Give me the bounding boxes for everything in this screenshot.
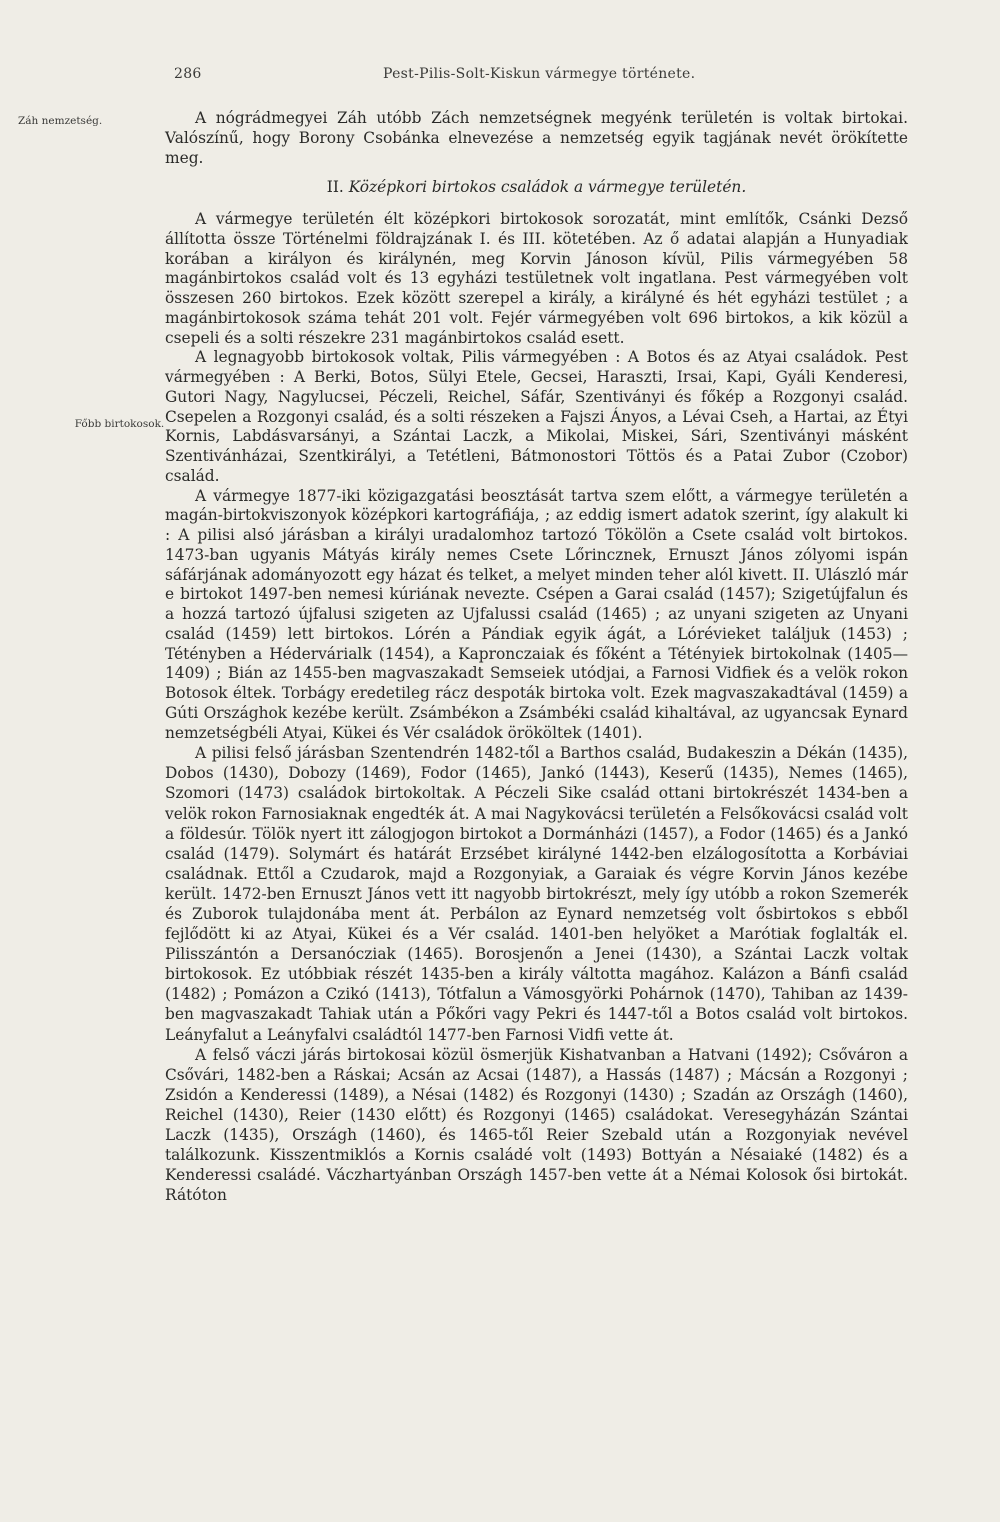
section-title: Középkori birtokos családok a vármegye területén.: [348, 178, 747, 197]
section-heading: [165, 178, 908, 198]
paragraph-pilisi-felso-jaras: A pilisi felső járásban Szentendrén 1482-től a Barthos család, Budakeszin a Dékán (1435), Dobos (1430), Dobozy (1469), Fodor (1465), Jankó (1443), Keserű (1435), Nemes (1465), Szomori (1473) családok birtokoltak. A Péczeli Sike család ottani birtokrészét 1434-ben a velök rokon Farnosiaknak engedték át. A mai Nagykovácsi területén a Felsőkovácsi család volt a földesúr. Tölök nyert itt zálogjogon birtokot a Dormánházi (1457), a Fodor (1465) és a Jankó család (1479). Solymárt és határát Erzsébet királyné 1442-ben elzálogosította a Korbáviai családnak. Ettől a Czudarok, majd a Rozgonyiak, a Garaiak és végre Korvin János kezébe került. 1472-ben Ernuszt János vett itt nagyobb birtokrészt, mely így utóbb a rokon Szemerék és Zuborok tulajdonába ment át. Perbálon az Eynard nemzetség volt ősbirtokos s ebből fejlődött ki az Atyai, Kükei és a Vér család. 1401-ben helyöket a Marótiak foglalták el. Pilisszántón a Dersanócziak (1465). Borosjenőn a Jenei (1430), a Szántai Laczk voltak birtokosok. Ez utóbbiak részét 1435-ben a király váltotta magához. Kalázon a Bánfi család (1482) ; Pomázon a Czikó (1413), Tótfalun a Vámosgyörki Pohárnok (1470), Tahiban az 1439-ben magvaszakadt Tahiak után a Pőkőri vagy Pekri és 1447-től a Botos család volt birtokos. Leányfalut a Leányfalvi családtól 1477-ben Farnosi Vidfi vette át.: [165, 744, 908, 1044]
running-head: Pest-Pilis-Solt-Kiskun vármegye története.: [383, 66, 696, 82]
page-number: 286: [174, 66, 202, 82]
section-number: II.: [326, 178, 344, 197]
margin-note-zah: Záh nemzetség.: [18, 115, 103, 127]
margin-note-fobb-birtokosok: Főbb birtokosok.: [74, 418, 165, 430]
paragraph-felso-vaczi-jaras: A felső váczi járás birtokosai közül ösmerjük Kishatvanban a Hatvani (1492); Csőváron a Csővári, 1482-ben a Ráskai; Acsán az Acsai (1487), a Hassás (1487) ; Mácsán a Rozgonyi ; Zsidón a Kenderessi (1489), a Nésai (1482) és Rozgonyi (1430) ; Szadán az Országh (1460), Reichel (1430), Reier (1430 előtt) és Rozgonyi (1465) családokat. Veresegyházán Szántai Laczk (1435), Országh (1460), és 1465-től Reier Szebald után a Rozgonyiak nevével találkozunk. Kisszentmiklós a Kornis családé volt (1493) Bottyán a Nésaiaké (1482) és a Kenderessi családé. Váczhartyánban Országh 1457-ben vette át a Némai Kolosok ősi birtokát. Rátóton: [165, 1045, 908, 1205]
blurred-lower-section: [165, 743, 908, 1205]
paragraph-legnagyobb-birtokosok: A legnagyobb birtokosok voltak, Pilis vármegyében : A Botos és az Atyai családok. Pest vármegyében : A Berki, Botos, Sülyi Etele, Gecsei, Haraszti, Irsai, Kapi, Gyáli Kenderesi, Gutori Nagy, Nagylucsei, Péczeli, Reichel, Sáfár, Szentiványi és főkép a Rozgonyi család. Csepelen a Rozgonyi család, és a solti részeken a Fajszi Ányos, a Lévai Cseh, a Hartai, az Étyi Kornis, Labdásvarsányi, a Szántai Laczk, a Mikolai, Miskei, Sári, Szentiványi másként Szentivánházai, Szentkirályi, a Tetétleni, Bátmonostori Töttös és a Patai Zubor (Czobor) család.: [165, 348, 908, 485]
page-header: [0, 66, 1000, 88]
paragraph-zah: A nógrádmegyei Záh utóbb Zách nemzetségnek megyénk területén is voltak birtokai. Valószínű, hogy Borony Csobánka elnevezése a nemzetség egyik tagjának nevét örökítette meg.: [165, 109, 908, 167]
paragraph-csanki: A vármegye területén élt középkori birtokosok sorozatát, mint említők, Csánki Dezső állította össze Történelmi földrajzának I. és III. kötetében. Az ő adatai alapján a Hunyadiak korában a királyon és királynén, meg Korvin Jánoson kívül, Pilis vármegyében 58 magánbirtokos család volt és 13 egyházi testületnek volt ingatlana. Pest vármegyében volt összesen 260 birtokos. Ezek között szerepel a király, a királyné és hét egyházi testület ; a magánbirtokosok száma tehát 201 volt. Fejér vármegyében volt 696 birtokos, a kik közül a csepeli és a solti részekre 231 magánbirtokos család esett.: [165, 210, 908, 347]
body-text: [165, 109, 908, 1205]
paragraph-pilisi-also-jaras: A vármegye 1877-iki közigazgatási beosztását tartva szem előtt, a vármegye területén a magán-birtokviszonyok középkori kartográfiája, ; az eddig ismert adatok szerint, így alakult ki : A pilisi alsó járásban a királyi uradalomhoz tartozó Tökölön a Csete család volt birtokos. 1473-ban ugyanis Mátyás király nemes Csete Lőrincznek, Ernuszt János zólyomi ispán sáfárjának adományozott egy házat és telket, a melyet minden teher alól kivett. II. Ulászló már e birtokot 1497-ben nemesi kúriának nevezte. Csépen a Garai család (1457); Szigetújfalun és a hozzá tartozó újfalusi szigeten az Ujfalussi család (1465) ; az unyani szigeten az Unyani család (1459) lett birtokos. Lórén a Pándiak egyik ágát, a Lórévieket találjuk (1453) ; Tétényben a Hédervárialk (1454), a Kapronczaiak és főként a Tétényiek birtokolnak (1405—1409) ; Bián az 1455-ben magvaszakadt Semseiek utódjai, a Farnosi Vidfiek és a velök rokon Botosok éltek. Torbágy eredetileg rácz despoták birtoka volt. Ezek magvaszakadtával (1459) a Gúti Országhok kezébe került. Zsámbékon a Zsámbéki család kihaltával, az ugyancsak Eynard nemzetségbéli Atyai, Kükei és Vér családok örököltek (1401).: [165, 486, 908, 742]
